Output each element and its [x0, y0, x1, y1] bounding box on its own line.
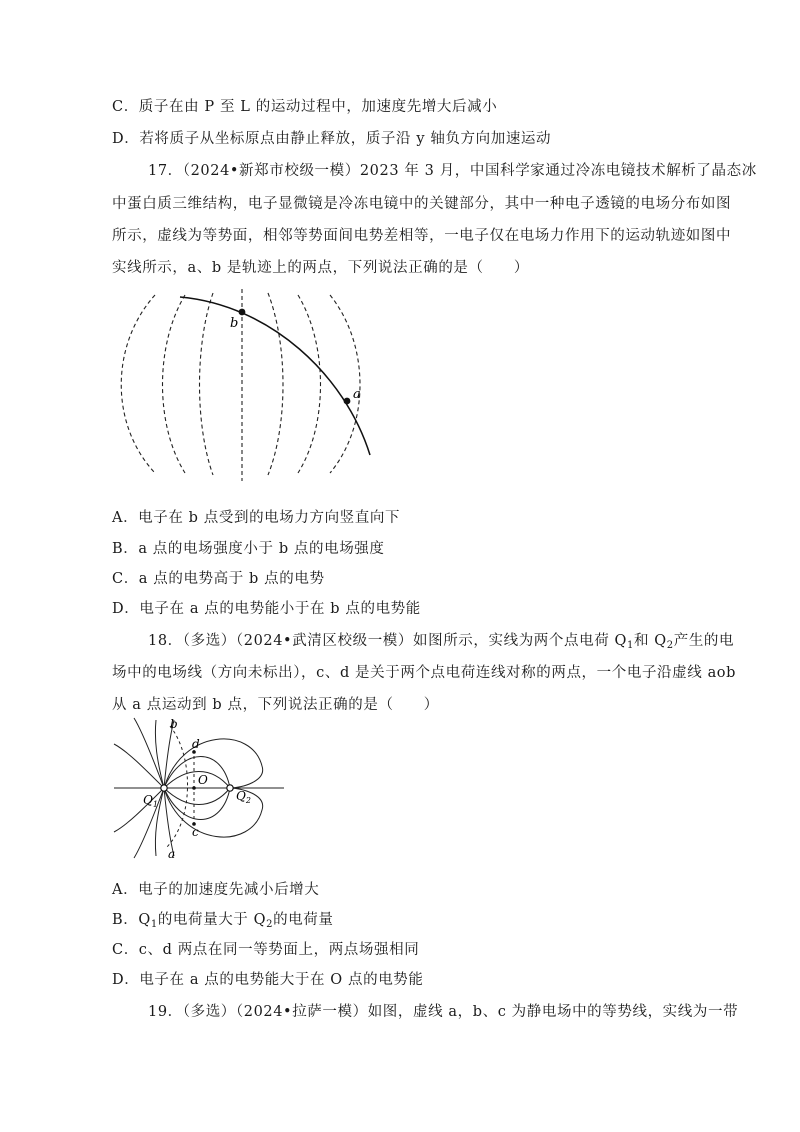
field-line-loop-1 — [164, 757, 230, 789]
label-d: d — [192, 737, 200, 751]
equipotential-left-3 — [200, 293, 214, 475]
q18-option-a: A．电子的加速度先减小后增大 — [112, 882, 320, 898]
q18-line3: 从 a 点运动到 b 点，下列说法正确的是（ ） — [112, 697, 439, 713]
label-b: b — [170, 717, 178, 731]
equipotential-right-3 — [330, 295, 360, 473]
q17-line2: 中蛋白质三维结构，电子显微镜是冷冻电镜中的关键部分，其中一种电子透镜的电场分布如图 — [112, 196, 732, 212]
field-line-loop-4 — [164, 788, 230, 820]
q17-line1: 17．（2024•新郑市校级一模）2023 年 3 月，中国科学家通过冷冻电镜技术解析了晶态冰 — [148, 163, 757, 179]
q17-option-d: D．电子在 a 点的电势能小于在 b 点的电势能 — [112, 601, 421, 617]
q17-option-a: A．电子在 b 点受到的电场力方向竖直向下 — [112, 510, 401, 526]
field-line-loop-3 — [164, 772, 230, 789]
label-o: O — [198, 773, 208, 787]
q18-line2: 场中的电场线（方向未标出），c、d 是关于两个点电荷连线对称的两点，一个电子沿虚线 aob — [112, 665, 737, 681]
label-a: a — [353, 387, 361, 402]
field-line-loop-6 — [164, 788, 230, 805]
equipotential-left-2 — [163, 295, 186, 473]
field-line-out-1 — [134, 718, 164, 788]
point-b — [239, 309, 246, 316]
q18-option-c: C．c、d 两点在同一等势面上，两点场强相同 — [112, 942, 420, 958]
q18-line1-post: 产生的电 — [673, 633, 735, 649]
q18-sub2: 2 — [666, 640, 674, 651]
q18-option-b-sub2: 2 — [266, 919, 274, 930]
q18-option-b-sub1: 1 — [150, 919, 158, 930]
equipotential-left-1 — [121, 295, 155, 473]
q17-option-b: B．a 点的电场强度小于 b 点的电场强度 — [112, 541, 385, 557]
charge-q2 — [227, 785, 233, 791]
q18-line1 — [148, 631, 734, 651]
q17-line3: 所示，虚线为等势面，相邻等势面间电势差相等，一电子仅在电场力作用下的运动轨迹如图中 — [112, 228, 732, 244]
point-a — [344, 398, 351, 405]
q18-figure — [112, 716, 292, 861]
q18-line1-mid: 和 Q — [633, 633, 667, 649]
field-line-loop-2 — [164, 739, 263, 788]
q18-sub1: 1 — [627, 640, 634, 651]
q19-line1: 19．（多选）（2024•拉萨一模）如图，虚线 a，b、c 为静电场中的等势线，实线为一带 — [148, 1004, 739, 1020]
q17-figure — [110, 285, 400, 485]
label-q2: $Q_2$ — [236, 789, 251, 805]
equipotential-right-2 — [298, 295, 321, 473]
charge-q1 — [161, 785, 167, 791]
label-a: a — [168, 847, 176, 861]
point-o — [192, 786, 196, 790]
q18-option-b-pre: B．Q — [112, 912, 151, 928]
equipotential-right-1 — [268, 293, 283, 475]
electron-trajectory — [180, 297, 370, 455]
label-q1: $Q_1$ — [143, 793, 158, 809]
q18-option-d: D．电子在 a 点的电势能大于在 O 点的电势能 — [112, 972, 424, 988]
label-b: b — [230, 316, 239, 331]
option-c-prev: C．质子在由 P 至 L 的运动过程中，加速度先增大后减小 — [112, 99, 498, 115]
option-d-prev: D．若将质子从坐标原点由静止释放，质子沿 y 轴负方向加速运动 — [112, 131, 552, 147]
q18-option-b-post: 的电荷量 — [273, 912, 334, 928]
q18-option-b-mid: 的电荷量大于 Q — [157, 912, 267, 928]
label-c: c — [192, 825, 199, 839]
q17-option-c: C．a 点的电势高于 b 点的电势 — [112, 571, 325, 587]
q18-option-b — [112, 910, 333, 930]
q18-line1-pre: 18．（多选）（2024•武清区校级一模）如图所示，实线为两个点电荷 Q — [148, 633, 627, 649]
q17-line4: 实线所示，a、b 是轨迹上的两点，下列说法正确的是（ ） — [112, 260, 529, 276]
